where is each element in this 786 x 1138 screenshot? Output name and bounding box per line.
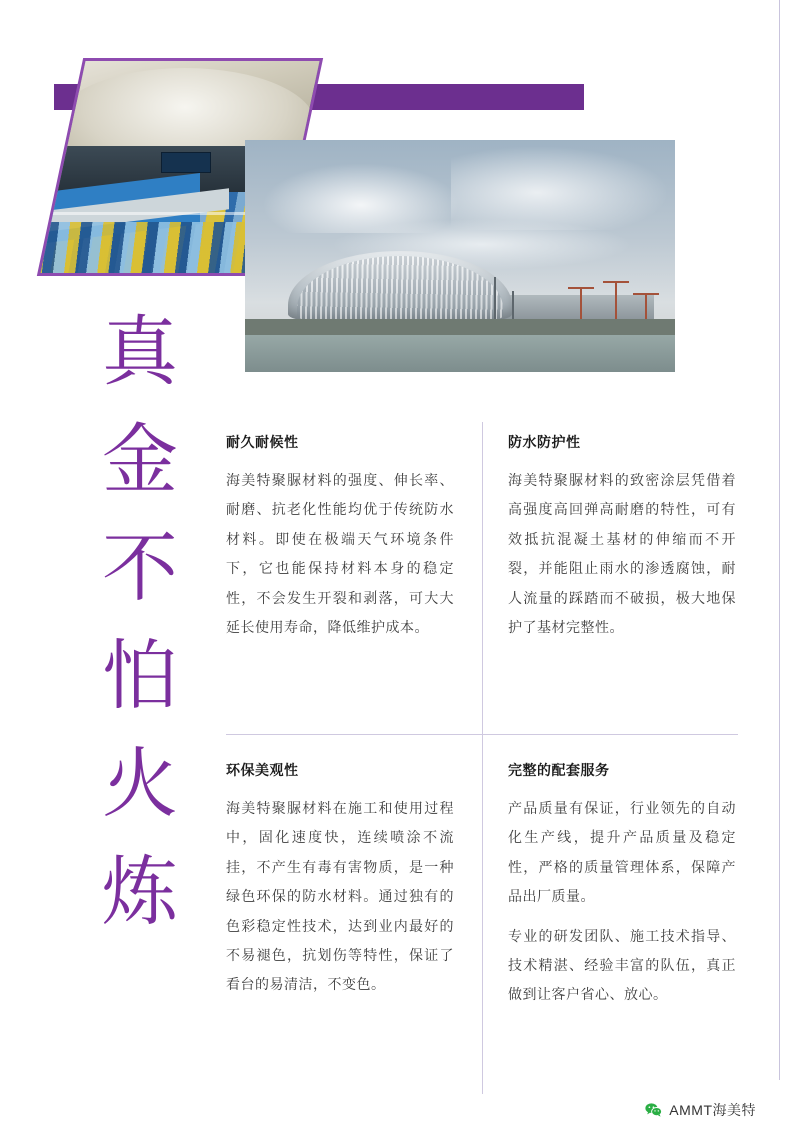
crane <box>580 287 582 321</box>
feature-block-waterproof <box>508 432 736 652</box>
stadium-screen <box>161 152 210 173</box>
feature-paragraph: 专业的研发团队、施工技术指导、技术精湛、经验丰富的队伍，真正做到让客户省心、放心。 <box>508 927 736 1003</box>
headline-char: 火 <box>102 743 180 827</box>
headline-char: 不 <box>102 527 180 611</box>
shoreline <box>245 319 675 335</box>
grid-divider-horizontal <box>226 734 738 735</box>
headline-char: 真 <box>102 311 180 395</box>
headline-char: 怕 <box>102 635 180 719</box>
mast <box>512 291 514 321</box>
page-headline <box>86 300 196 948</box>
feature-paragraph: 海美特聚脲材料的致密涂层凭借着高强度高回弹高耐磨的特性，可有效抵抗混凝土基材的伸缩而不开裂，并能阻止雨水的渗透腐蚀，耐人流量的踩踏而不破损，极大地保护了基材完整性。 <box>508 472 736 635</box>
feature-block-durability <box>226 432 454 652</box>
footer-label: AMMT海美特 <box>669 1102 756 1118</box>
footer <box>645 1100 756 1120</box>
feature-paragraph: 海美特聚脲材料的强度、伸长率、耐磨、抗老化性能均优于传统防水材料。即使在极端天气环境条件下，它也能保持材料本身的稳定性，不会发生开裂和剥落，可大大延长使用寿命，降低维护成本。 <box>226 472 454 635</box>
feature-title: 防水防护性 <box>508 434 581 450</box>
feature-title: 完整的配套服务 <box>508 762 610 778</box>
feature-title: 耐久耐候性 <box>226 434 299 450</box>
right-vertical-rule <box>779 0 780 1080</box>
headline-char: 金 <box>102 419 180 503</box>
feature-paragraph: 产品质量有保证，行业领先的自动化生产线，提升产品质量及稳定性，严格的质量管理体系，保障产品出厂质量。 <box>508 800 736 905</box>
headline-char: 炼 <box>102 851 180 935</box>
crane <box>645 293 647 321</box>
feature-paragraph: 海美特聚脲材料在施工和使用过程中，固化速度快，连续喷涂不流挂，不产生有毒有害物质，是一种绿色环保的防水材料。通过独有的色彩稳定性技术，达到业内最好的不易褪色，抗划伤等特性，保证了看台的易清洁，不变色。 <box>226 800 454 993</box>
grid-divider-vertical <box>482 422 483 1094</box>
feature-title: 环保美观性 <box>226 762 299 778</box>
feature-grid <box>226 422 738 1094</box>
feature-block-service <box>508 760 736 1020</box>
feature-block-eco <box>226 760 454 1010</box>
stadium-exterior-photo <box>245 140 675 372</box>
wechat-icon <box>645 1103 662 1117</box>
water <box>245 335 675 372</box>
mast <box>494 277 496 321</box>
crane <box>615 281 617 321</box>
